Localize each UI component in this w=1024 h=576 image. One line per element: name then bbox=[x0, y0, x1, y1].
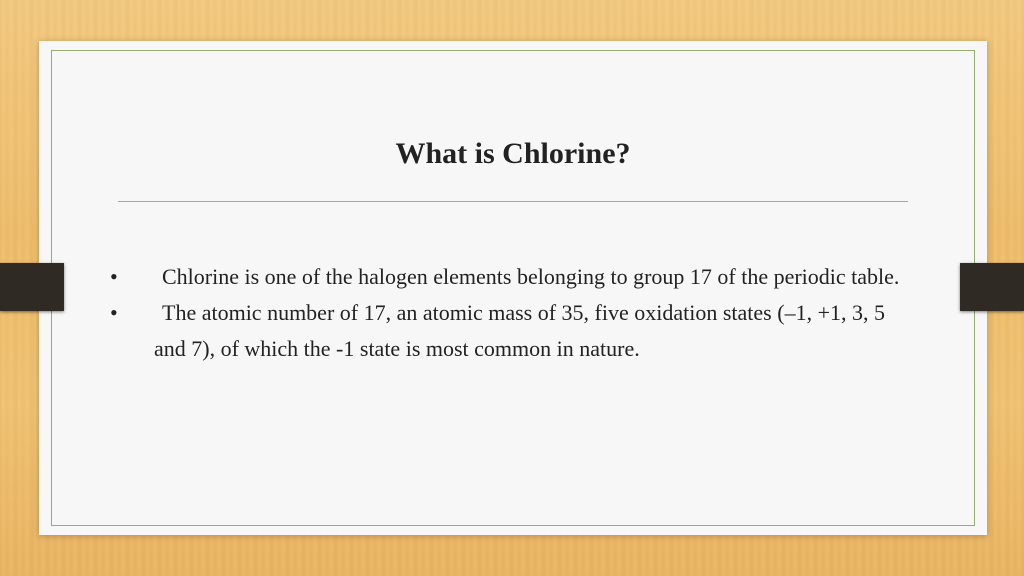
slide-title: What is Chlorine? bbox=[395, 137, 631, 170]
bullet-list bbox=[110, 259, 910, 367]
right-binder-tab bbox=[960, 263, 1024, 311]
bullet-dot-icon: • bbox=[110, 300, 118, 325]
bullet-item bbox=[110, 259, 910, 295]
bullet-dot-icon: • bbox=[110, 264, 118, 289]
bullet-text: Chlorine is one of the halogen elements belonging to group 17 of the periodic table. bbox=[162, 264, 900, 289]
title-divider bbox=[118, 201, 908, 202]
bullet-item bbox=[110, 295, 910, 367]
slide-card bbox=[39, 41, 987, 535]
left-binder-tab bbox=[0, 263, 64, 311]
bullet-text: The atomic number of 17, an atomic mass of 35, five oxidation states (–1, +1, 3, 5 and 7), of which the -1 state is most common in nature. bbox=[154, 300, 885, 361]
